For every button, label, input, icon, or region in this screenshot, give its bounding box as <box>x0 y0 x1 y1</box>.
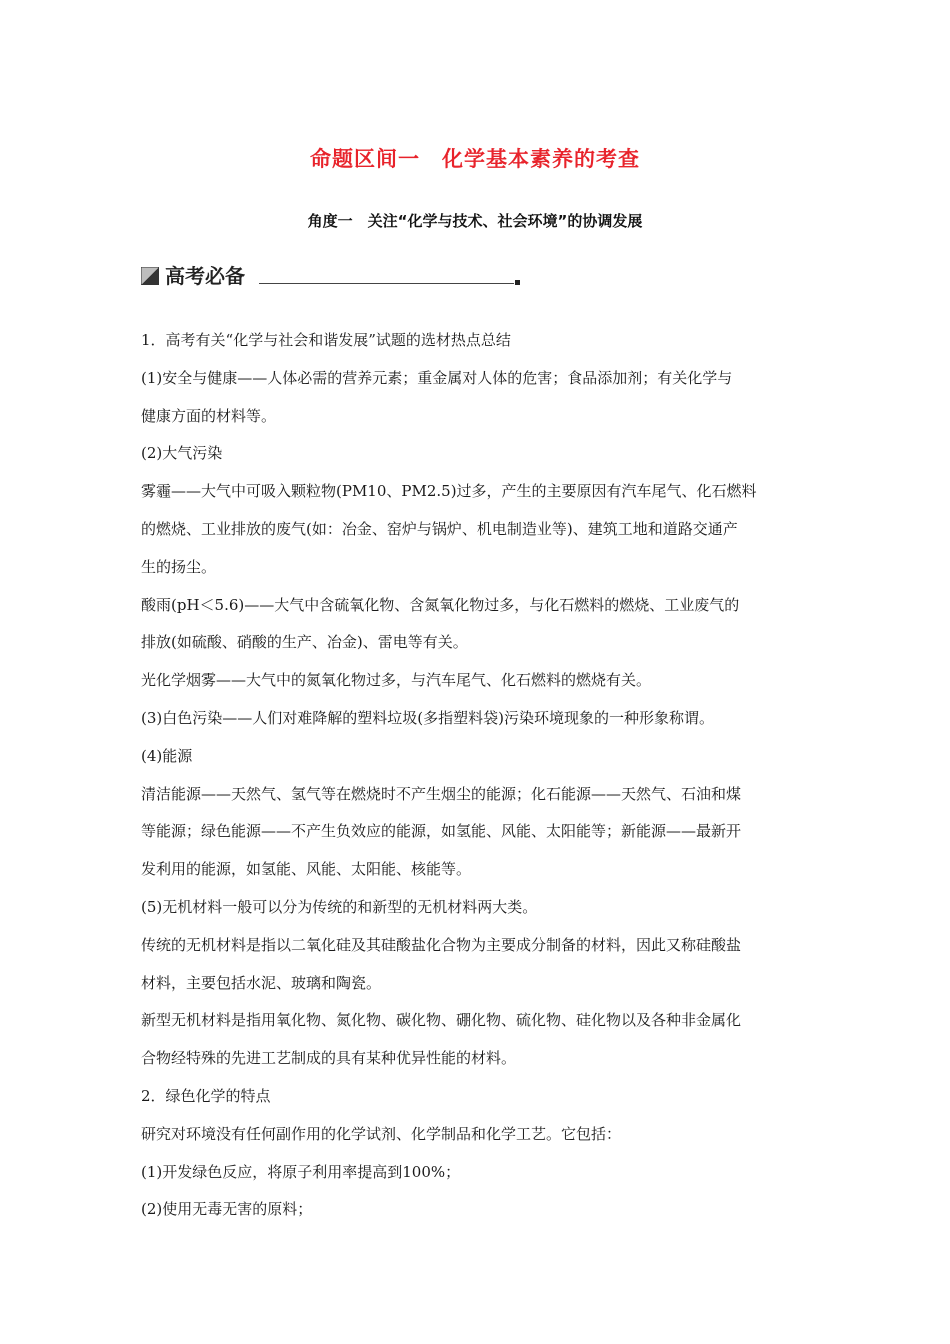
page-title: 命题区间一 化学基本素养的考查 <box>310 147 640 171</box>
text-line: 光化学烟雾——大气中的氮氧化物过多，与汽车尾气、化石燃料的燃烧有关。 <box>141 671 652 690</box>
text-line: 清洁能源——天然气、氢气等在燃烧时不产生烟尘的能源；化石能源——天然气、石油和煤 <box>141 784 742 803</box>
text-line: 酸雨(pH＜5.6)——大气中含硫氧化物、含氮氧化物过多，与化石燃料的燃烧、工业废气的 <box>141 595 740 614</box>
section-label: 高考必备 <box>165 264 245 288</box>
text-line: (4)能源 <box>141 746 193 765</box>
text-line: 雾霾——大气中可吸入颗粒物(PM10、PM2.5)过多，产生的主要原因有汽车尾气、化石燃料 <box>141 482 757 501</box>
text-line: (5)无机材料一般可以分为传统的和新型的无机材料两大类。 <box>141 897 538 916</box>
text-line: 材料，主要包括水泥、玻璃和陶瓷。 <box>141 973 382 992</box>
text-line: 合物经特殊的先进工艺制成的具有某种优异性能的材料。 <box>141 1049 517 1068</box>
text-line: 的燃烧、工业排放的废气(如：冶金、窑炉与锅炉、机电制造业等)、建筑工地和道路交通产 <box>141 519 738 538</box>
text-line: 研究对环境没有任何副作用的化学试剂、化学制品和化学工艺。它包括： <box>141 1124 622 1143</box>
page-subtitle: 角度一 关注“化学与技术、社会环境”的协调发展 <box>307 212 643 230</box>
text-line: 1．高考有关“化学与社会和谐发展”试题的选材热点总结 <box>141 331 511 349</box>
text-line: 等能源；绿色能源——不产生负效应的能源，如氢能、风能、太阳能等；新能源——最新开 <box>141 822 742 841</box>
section-marker-icon <box>141 267 159 285</box>
text-line: (2)使用无毒无害的原料； <box>141 1200 313 1219</box>
text-line: 发利用的能源，如氢能、风能、太阳能、核能等。 <box>141 860 472 879</box>
text-line: (1)开发绿色反应，将原子利用率提高到100%； <box>141 1162 461 1181</box>
text-line: 传统的无机材料是指以二氧化硅及其硅酸盐化合物为主要成分制备的材料，因此又称硅酸盐 <box>141 935 742 954</box>
text-line: (2)大气污染 <box>141 444 223 463</box>
text-line: (1)安全与健康——人体必需的营养元素；重金属对人体的危害；食品添加剂；有关化学与 <box>141 368 733 387</box>
section-divider <box>259 283 514 284</box>
text-line: 健康方面的材料等。 <box>141 406 277 425</box>
text-line: 2．绿色化学的特点 <box>141 1086 271 1105</box>
section-divider-end <box>515 280 520 285</box>
section-header <box>141 263 531 289</box>
text-line: (3)白色污染——人们对难降解的塑料垃圾(多指塑料袋)污染环境现象的一种形象称谓。 <box>141 708 714 727</box>
text-line: 生的扬尘。 <box>141 557 217 576</box>
text-line: 排放(如硫酸、硝酸的生产、冶金)、雷电等有关。 <box>141 633 468 652</box>
text-line: 新型无机材料是指用氧化物、氮化物、碳化物、硼化物、硫化物、硅化物以及各种非金属化 <box>141 1011 742 1030</box>
body-text <box>141 322 813 1229</box>
